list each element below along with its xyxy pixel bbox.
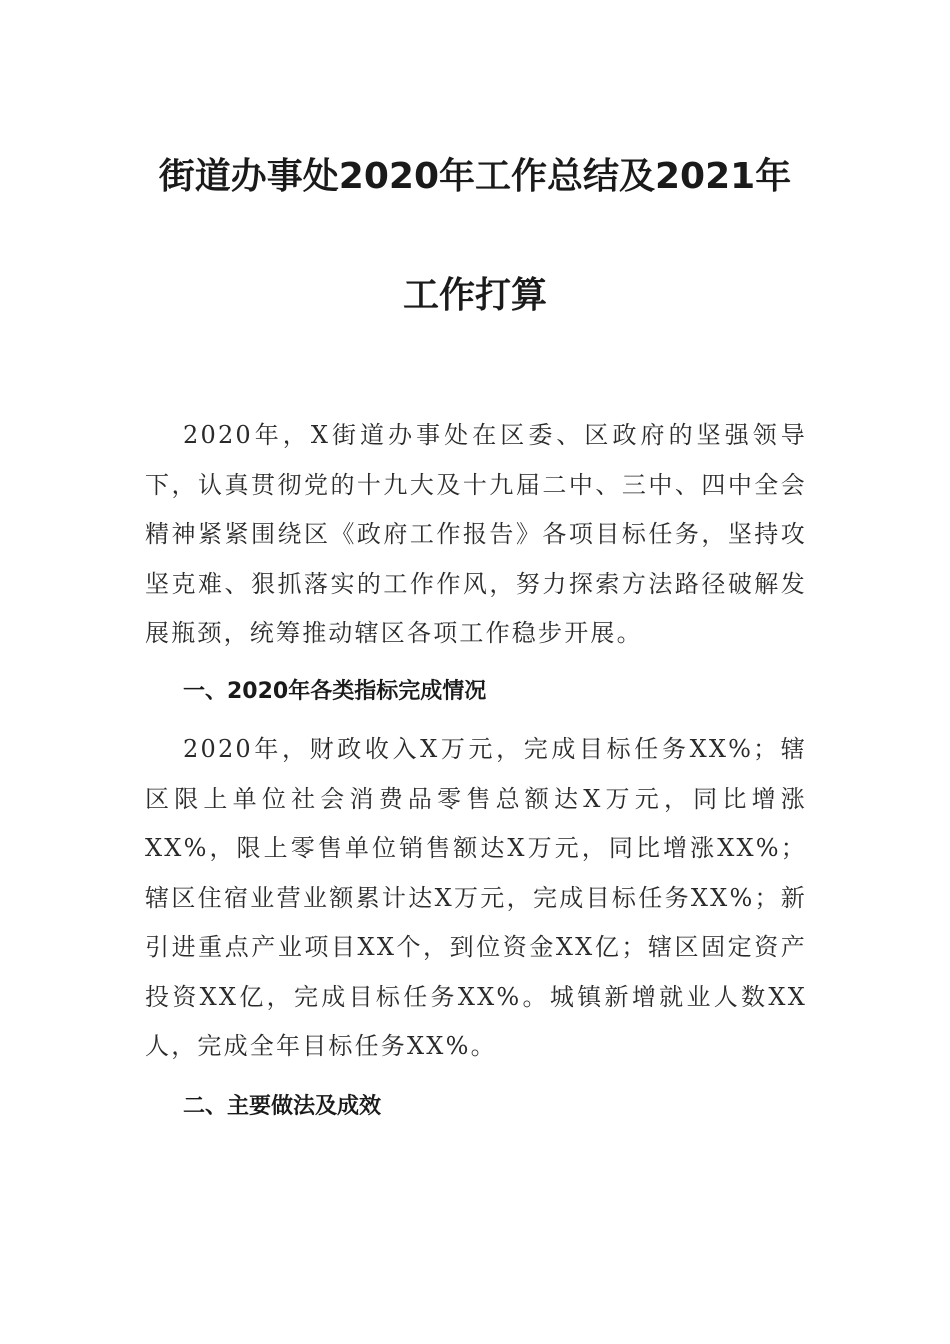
section-1-heading: 一、2020年各类指标完成情况: [183, 679, 487, 704]
document-title-line-1: 街道办事处2020年工作总结及2021年: [158, 156, 792, 197]
section-1-paragraph: 2020年，财政收入X万元，完成目标任务XX%；辖区限上单位社会消费品零售总额达X万元，同比增涨XX%，限上零售单位销售额达X万元，同比增涨XX%；辖区住宿业营业额累计达X万元，完成目标任务XX%；新引进重点产业项目XX个，到位资金XX亿；辖区固定资产投资XX亿，完成目标任务XX%。城镇新增就业人数XX人，完成全年目标任务XX%。: [145, 735, 807, 1060]
intro-paragraph: 2020年，X街道办事处在区委、区政府的坚强领导下，认真贯彻党的十九大及十九届二中、三中、四中全会精神紧紧围绕区《政府工作报告》各项目标任务，坚持攻坚克难、狠抓落实的工作作风，努力探索方法路径破解发展瓶颈，统筹推动辖区各项工作稳步开展。: [145, 421, 807, 647]
document-title-line-2: 工作打算: [402, 275, 547, 316]
section-2-heading: 二、主要做法及成效: [183, 1094, 382, 1119]
